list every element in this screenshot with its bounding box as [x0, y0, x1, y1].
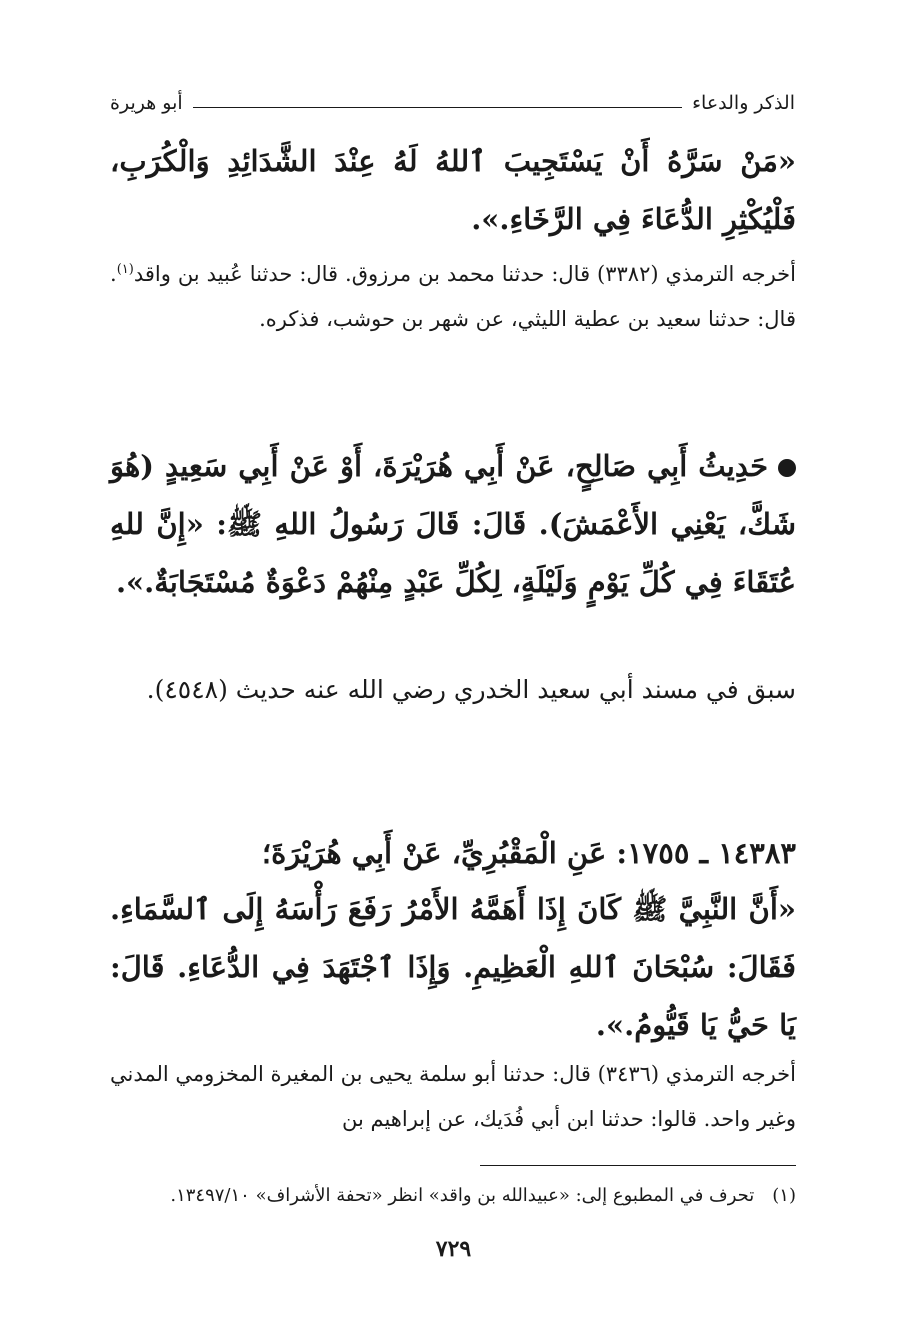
bullet-icon — [778, 459, 796, 477]
footnote-separator — [480, 1165, 796, 1166]
hadith-2-matn: «إِنَّ للهِ عُتَقَاءَ فِي كُلِّ يَوْمٍ وَلَيْلَةٍ، لِكُلِّ عَبْدٍ مِنْهُمْ دَعْوَةٌ مُسْتَجَابَةٌ.». — [110, 507, 796, 599]
takhrij-1 — [110, 247, 796, 342]
running-header — [110, 88, 795, 118]
hadith-text-3 — [110, 880, 796, 1054]
hadith-text-2 — [110, 437, 796, 611]
takhrij-3-text: أخرجه الترمذي (٣٤٣٦) قال: حدثنا أبو سلمة يحيى بن المغيرة المخزومي المدني وغير واحد. قالوا: حدثنا ابن أبي فُدَيك، عن إبراهيم بن — [110, 1062, 796, 1131]
cross-reference-note — [110, 663, 796, 717]
takhrij-3 — [110, 1052, 796, 1142]
footnote-marker: (١) — [116, 262, 134, 277]
header-narrator: أبو هريرة — [110, 92, 183, 114]
footnote-text: تحرف في المطبوع إلى: «عبيدالله بن واقد» انظر «تحفة الأشراف» ١٣٤٩٧/١٠. — [170, 1185, 755, 1206]
cross-reference-text: سبق في مسند أبي سعيد الخدري رضي الله عنه حديث (٤٥٤٨). — [146, 675, 796, 704]
hadith-heading-3 — [110, 825, 796, 881]
hadith-3-number-and-isnad: ١٤٣٨٣ ـ ١٧٥٥: عَنِ الْمَقْبُرِيِّ، عَنْ أَبِي هُرَيْرَةَ؛ — [261, 836, 796, 870]
header-rule — [193, 107, 682, 108]
hadith-1-matn: «مَنْ سَرَّهُ أَنْ يَسْتَجِيبَ ٱللهُ لَهُ عِنْدَ الشَّدَائِدِ وَالْكُرَبِ، فَلْيُكْثِرِ الدُّعَاءَ فِي الرَّخَاءِ.». — [110, 144, 796, 236]
takhrij-1-text-b: . قال: حدثنا سعيد بن عطية الليثي، عن شهر بن حوشب، فذكره. — [110, 262, 796, 331]
header-section-title: الذكر والدعاء — [692, 92, 795, 114]
hadith-2-isnad: حَدِيثُ أَبِي صَالِحٍ، عَنْ أَبِي هُرَيْرَةَ، أَوْ عَنْ أَبِي سَعِيدٍ (هُوَ شَكَّ، يَعْنِي الأَعْمَشَ). قَالَ: قَالَ رَسُولُ اللهِ ﷺ: — [110, 449, 796, 541]
takhrij-1-text-a: أخرجه الترمذي (٣٣٨٢) قال: حدثنا محمد بن مرزوق. قال: حدثنا عُبيد بن واقد — [133, 262, 796, 286]
hadith-text-1 — [110, 132, 796, 248]
footnote-number: (١) — [772, 1185, 796, 1206]
footnote — [110, 1180, 796, 1212]
page-number: ٧٢٩ — [435, 1236, 472, 1262]
hadith-3-matn: «أَنَّ النَّبِيَّ ﷺ كَانَ إِذَا أَهَمَّهُ الأَمْرُ رَفَعَ رَأْسَهُ إِلَى ٱلسَّمَاءِ. فَقَالَ: سُبْحَانَ ٱللهِ الْعَظِيمِ. وَإِذَا ٱجْتَهَدَ فِي الدُّعَاءِ. قَالَ: يَا حَيُّ يَا قَيُّومُ.». — [110, 892, 796, 1042]
